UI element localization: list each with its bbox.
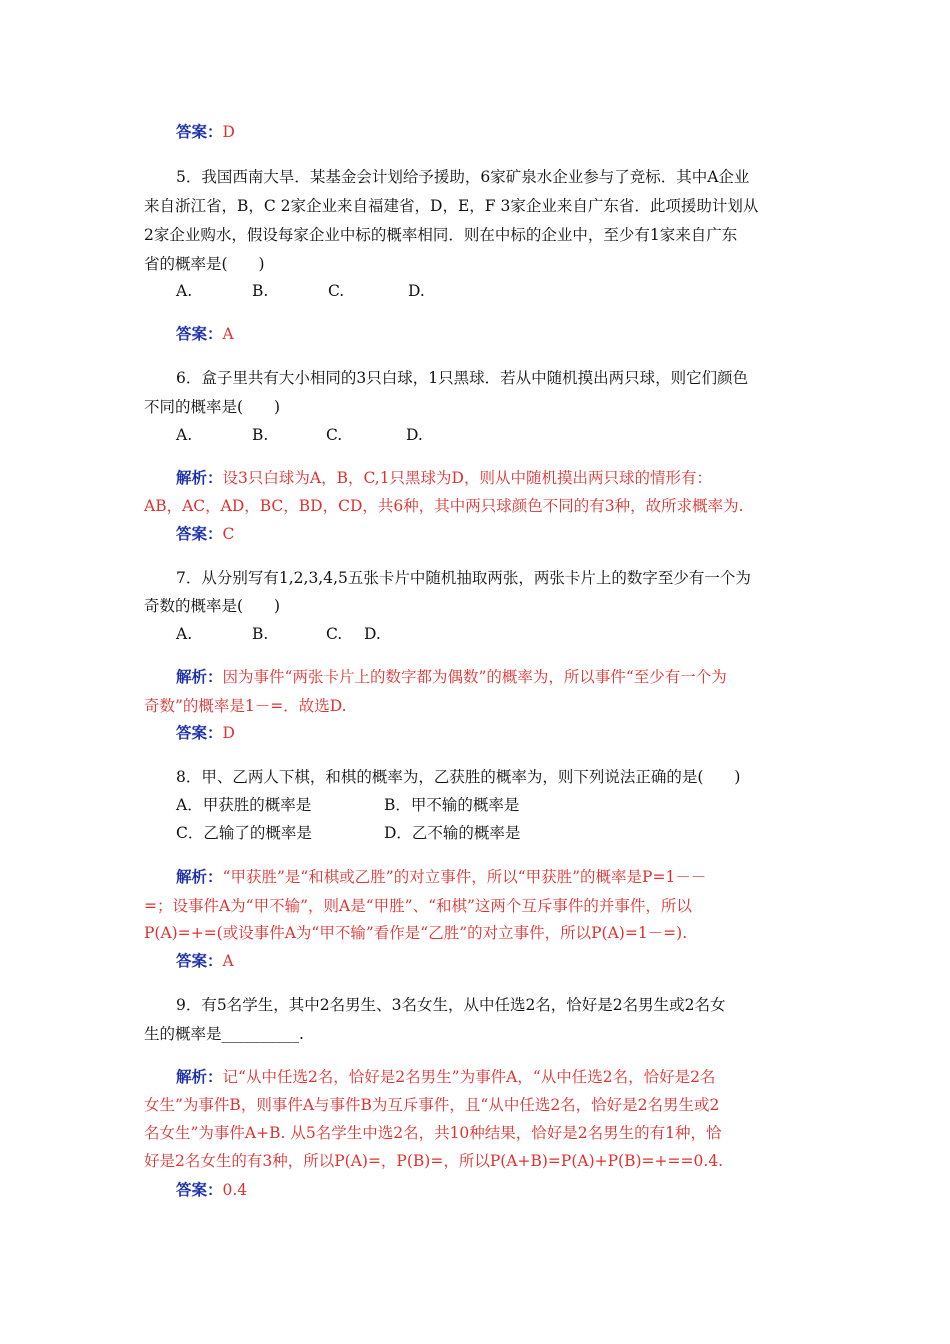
q8-options-row-1 [176,794,519,816]
answer-value: A [222,952,234,970]
answer-value: D [222,724,235,742]
q9-answer-line [176,1179,247,1201]
q8-option-a[interactable]: A．甲获胜的概率是 [176,796,312,814]
q5-option-c[interactable]: C. [328,282,345,300]
answer-label: 答案： [176,724,223,742]
q9-analysis-line-2: 女生”为事件B，则事件A与事件B为互斥事件，且“从中任选2名，恰好是2名男生或2 [144,1096,720,1114]
q7-option-c[interactable]: C. [326,625,343,643]
q5-stem-line-1: 5．我国西南大旱．某基金会计划给予援助，6家矿泉水企业参与了竞标．其中A企业 [176,168,750,186]
analysis-text: 因为事件“两张卡片上的数字都为偶数”的概率为，所以事件“至少有一个为 [222,668,727,686]
q4-answer-line [176,121,235,143]
q8-option-b[interactable]: B．甲不输的概率是 [384,796,520,814]
q6-option-c[interactable]: C. [326,426,343,444]
q6-analysis-line-1 [176,467,712,489]
q7-option-d[interactable]: D. [364,625,381,643]
q6-options [176,424,423,446]
q5-options [176,280,425,302]
q6-option-d[interactable]: D. [406,426,423,444]
analysis-text: 记“从中任选2名，恰好是2名男生”为事件A，“从中任选2名，恰好是2名 [222,1068,716,1086]
analysis-text: “甲获胜”是“和棋或乙胜”的对立事件，所以“甲获胜”的概率是P=1－－ [222,868,707,886]
q5-stem-line-3: 2家企业购水，假设每家企业中标的概率相同．则在中标的企业中，至少有1家来自广东 [144,226,738,244]
q5-option-b[interactable]: B. [252,282,269,300]
q8-stem-line-1: 8．甲、乙两人下棋，和棋的概率为，乙获胜的概率为，则下列说法正确的是( ) [176,768,741,786]
q8-analysis-line-3: P(A)=+=(或设事件A为“甲不输”看作是“乙胜”的对立事件，所以P(A)=1－=). [144,924,688,942]
answer-label: 答案： [176,325,223,343]
q5-option-a[interactable]: A. [176,282,193,300]
q5-stem-line-2: 来自浙江省，B，C 2家企业来自福建省，D，E，F 3家企业来自广东省．此项援助计划从 [144,197,759,215]
q5-option-d[interactable]: D. [408,282,425,300]
q6-stem-line-2: 不同的概率是( ) [144,398,281,416]
q7-analysis-line-1 [176,666,727,688]
q8-option-c[interactable]: C．乙输了的概率是 [176,824,312,842]
analysis-label: 解析： [176,1068,223,1086]
q9-analysis-line-3: 名女生”为事件A+B. 从5名学生中选2名，共10种结果，恰好是2名男生的有1种，恰 [144,1124,722,1142]
q9-analysis-line-4: 好是2名女生的有3种，所以P(A)=，P(B)=，所以P(A+B)=P(A)+P(B)=+==0.4. [144,1152,724,1170]
q7-analysis-line-2: 奇数”的概率是1－=．故选D. [144,697,347,715]
q8-analysis-line-1 [176,866,706,888]
answer-label: 答案： [176,525,223,543]
q6-option-b[interactable]: B. [252,426,269,444]
q7-options [176,623,381,645]
q6-stem-line-1: 6．盒子里共有大小相同的3只白球，1只黑球．若从中随机摸出两只球，则它们颜色 [176,369,749,387]
q6-answer-line [176,523,234,545]
answer-label: 答案： [176,123,223,141]
q6-analysis-line-2: AB，AC，AD，BC，BD，CD，共6种，其中两只球颜色不同的有3种，故所求概率为. [144,497,744,515]
q5-answer-line [176,323,234,345]
q5-stem-line-4: 省的概率是( ) [144,255,265,273]
answer-value: C [222,525,235,543]
q7-option-a[interactable]: A. [176,625,193,643]
q7-stem-line-2: 奇数的概率是( ) [144,597,281,615]
answer-value: A [222,325,234,343]
answer-value: 0.4 [222,1181,248,1199]
q8-option-d[interactable]: D．乙不输的概率是 [384,824,521,842]
q8-answer-line [176,950,234,972]
q7-stem-line-1: 7．从分别写有1,2,3,4,5五张卡片中随机抽取两张，两张卡片上的数字至少有一个为 [176,569,751,587]
analysis-text: 设3只白球为A，B，C,1只黑球为D，则从中随机摸出两只球的情形有： [222,469,712,487]
analysis-label: 解析： [176,668,223,686]
q9-stem-line-1: 9．有5名学生，其中2名男生、3名女生，从中任选2名，恰好是2名男生或2名女 [176,996,726,1014]
analysis-label: 解析： [176,868,223,886]
q8-analysis-line-2: =；设事件A为“甲不输”，则A是“甲胜”、“和棋”这两个互斥事件的并事件，所以 [144,897,692,915]
analysis-label: 解析： [176,469,223,487]
q8-options-row-2 [176,822,520,844]
q7-answer-line [176,722,235,744]
q6-option-a[interactable]: A. [176,426,193,444]
q9-stem-line-2: 生的概率是__________. [144,1025,304,1043]
answer-label: 答案： [176,952,223,970]
q7-option-b[interactable]: B. [252,625,269,643]
answer-label: 答案： [176,1181,223,1199]
answer-value: D [222,123,235,141]
q9-analysis-line-1 [176,1066,715,1088]
